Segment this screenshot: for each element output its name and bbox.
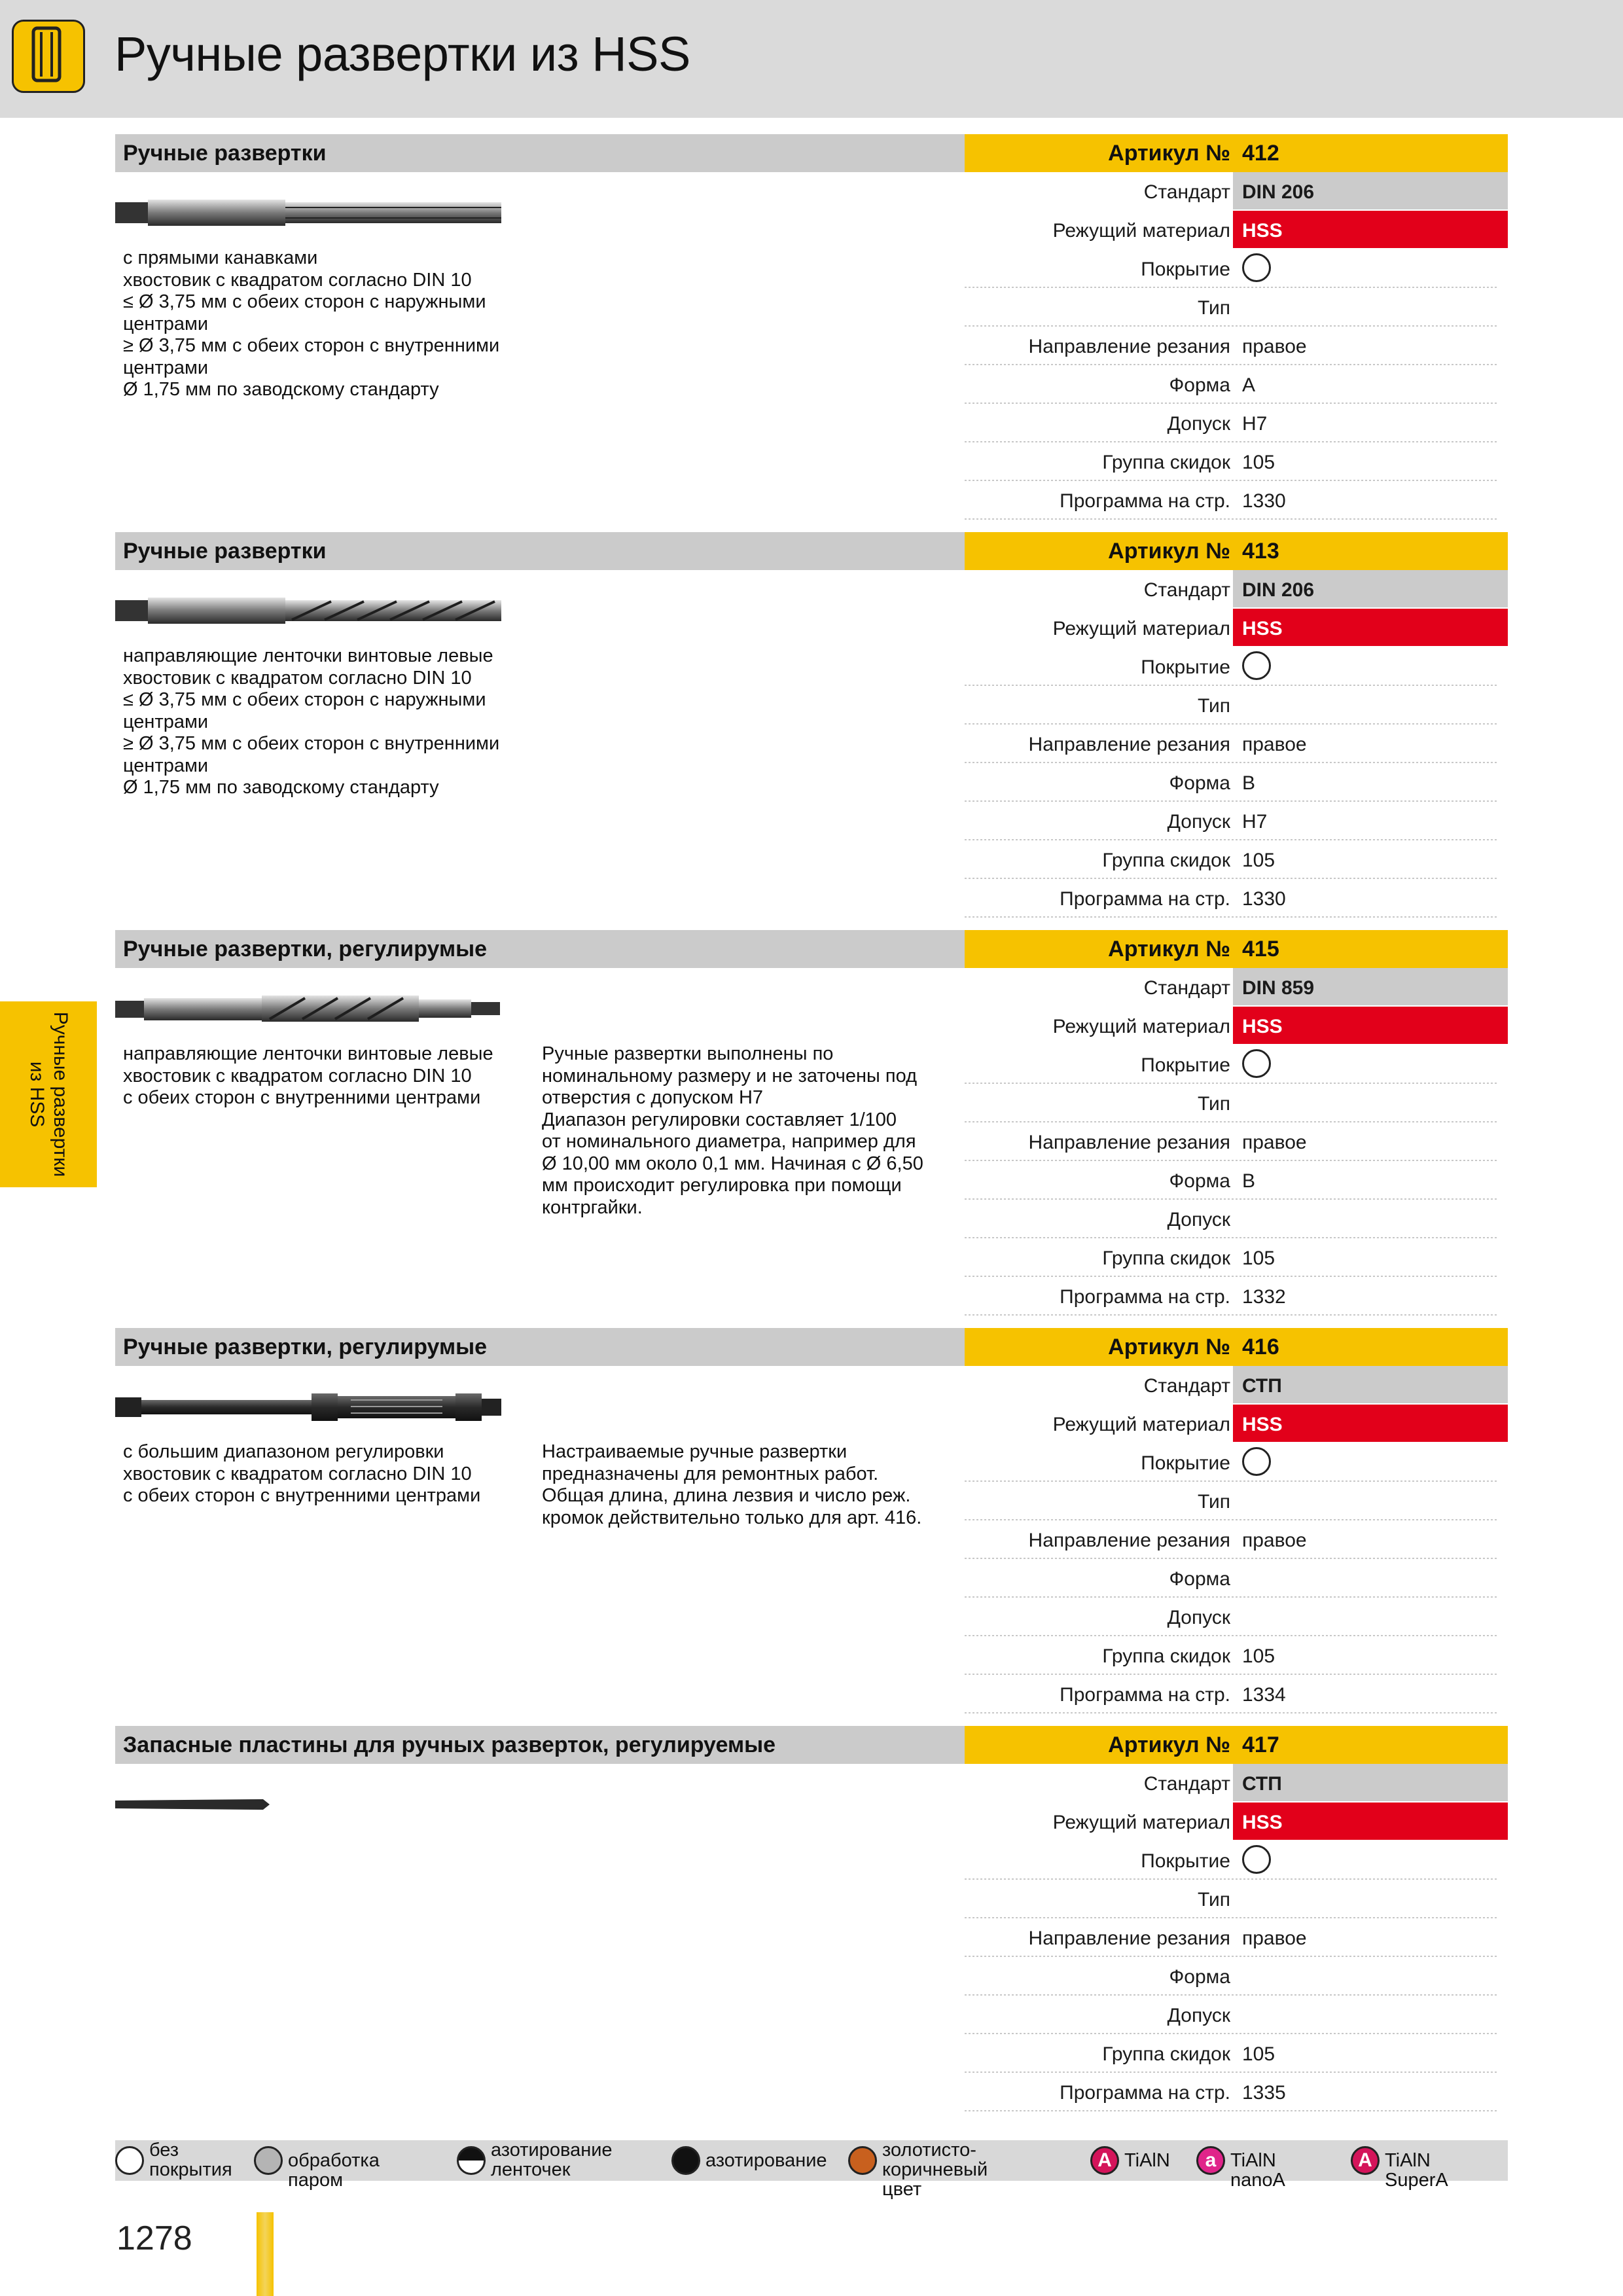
spec-value: H7: [1242, 413, 1268, 435]
standard-value-cell: [1233, 968, 1508, 1005]
spec-row: [965, 686, 1508, 725]
spec-value: 1330: [1242, 490, 1286, 512]
product-description: с прямыми канавками хвостовик с квадратом согласно DIN 10 ≤ Ø 3,75 мм с обеих сторон с наружными центрами ≥ Ø 3,75 мм с обеих сторон с внутренними центрами Ø 1,75 мм по заводскому стандарту: [123, 247, 500, 400]
spec-label: Допуск: [1167, 413, 1230, 435]
spec-label: Стандарт: [1143, 1773, 1230, 1795]
spec-value: HSS: [1242, 220, 1283, 242]
spec-row: [965, 2034, 1508, 2073]
page-title: Ручные развертки из HSS: [115, 27, 690, 81]
article-label: Артикул №: [1108, 937, 1230, 961]
spec-label: Направление резания: [1028, 336, 1230, 357]
material-value-cell: [1233, 1405, 1508, 1442]
spec-value-cell: [1233, 2034, 1508, 2072]
spec-label: Направление резания: [1028, 1928, 1230, 1949]
spec-label: Группа скидок: [1102, 1645, 1230, 1667]
spec-label: Направление резания: [1028, 734, 1230, 755]
spec-value: 1332: [1242, 1286, 1286, 1308]
spec-label: Допуск: [1167, 2005, 1230, 2026]
product-description: направляющие ленточки винтовые левые хвостовик с квадратом согласно DIN 10 с обеих сторон с внутренними центрами: [123, 1043, 493, 1108]
legend-label: золотисто-коричневый цвет: [882, 2140, 988, 2200]
spec-value: HSS: [1242, 618, 1283, 639]
product-description: направляющие ленточки винтовые левые хвостовик с квадратом согласно DIN 10 ≤ Ø 3,75 мм с обеих сторон с наружными центрами ≥ Ø 3,75 мм с обеих сторон с внутренними центрами Ø 1,75 мм по заводскому стандарту: [123, 645, 500, 798]
spec-value: правое: [1242, 1530, 1307, 1551]
tialn-badge-icon: [1090, 2146, 1119, 2175]
spec-row: [965, 249, 1508, 288]
spec-row: [965, 1161, 1508, 1200]
spec-value: B: [1242, 772, 1256, 794]
spec-label: Группа скидок: [1102, 452, 1230, 473]
spec-label: Стандарт: [1143, 977, 1230, 999]
spec-label: Стандарт: [1143, 181, 1230, 203]
spec-value-cell: [1233, 1675, 1508, 1712]
spec-label: Программа на стр.: [1060, 888, 1230, 910]
spec-label: Стандарт: [1143, 579, 1230, 601]
spec-row: [965, 1443, 1508, 1482]
spec-value-cell: [1233, 1277, 1508, 1314]
article-label: Артикул №: [1108, 539, 1230, 564]
spec-label: Тип: [1197, 1093, 1230, 1115]
material-value-cell: [1233, 1007, 1508, 1044]
spec-row: [965, 1636, 1508, 1675]
spec-value: правое: [1242, 1132, 1307, 1153]
spec-value-cell: [1233, 1996, 1508, 2033]
section-title-bar: [115, 1328, 965, 1366]
product-description: с большим диапазоном регулировки хвостовик с квадратом согласно DIN 10 с обеих сторон с внутренними центрами: [123, 1441, 481, 1506]
spec-value-cell: [1233, 1957, 1508, 1994]
uncoated-circle-icon: [1242, 1447, 1271, 1476]
spec-value: 105: [1242, 1247, 1275, 1269]
spec-value-cell: [1233, 288, 1508, 325]
spec-row: [965, 481, 1508, 520]
spec-value-cell: [1233, 879, 1508, 916]
spec-value: HSS: [1242, 1812, 1283, 1833]
spec-value-cell: [1233, 1880, 1508, 1917]
spec-value: H7: [1242, 811, 1268, 833]
spec-label: Допуск: [1167, 1607, 1230, 1628]
section-title: Ручные развертки, регулирумые: [123, 937, 488, 961]
spec-row: [965, 1598, 1508, 1636]
spec-row: [965, 1200, 1508, 1238]
spare-blade-image: [115, 1797, 272, 1812]
article-number: 415: [1242, 937, 1279, 961]
spec-value-cell: [1233, 1559, 1508, 1596]
spec-value-cell: [1233, 1520, 1508, 1558]
spec-row: [965, 1277, 1508, 1316]
spec-label: Тип: [1197, 1889, 1230, 1910]
spec-row: [965, 442, 1508, 481]
article-bar: [965, 1328, 1508, 1366]
spec-label: Форма: [1169, 772, 1230, 794]
spec-value: A: [1242, 374, 1256, 396]
spec-value-cell: [1233, 2073, 1508, 2110]
section-title-bar: [115, 134, 965, 172]
spec-row: [965, 647, 1508, 686]
spec-value-cell: [1233, 1598, 1508, 1635]
product-note: Ручные развертки выполнены по номинальному размеру и не заточены под отверстия с допуском H7 Диапазон регулировки составляет 1/100 от номинального диаметра, например для Ø 10,00 мм около 0,1 мм. Начиная с Ø 6,50 мм происходит регулировка при помощи контргайки.: [542, 1043, 923, 1218]
article-number: 417: [1242, 1732, 1279, 1757]
article-number: 412: [1242, 141, 1279, 166]
spec-value-cell: [1233, 1161, 1508, 1198]
spec-row: [965, 1559, 1508, 1598]
section-title: Ручные развертки, регулирумые: [123, 1335, 488, 1359]
product-section-415: [115, 930, 1508, 1323]
spec-value-cell: [1233, 249, 1508, 287]
spec-value-cell: [1233, 1841, 1508, 1878]
material-value-cell: [1233, 211, 1508, 248]
coating-legend: [115, 2140, 1508, 2200]
tialn-nanoa-badge-icon: [1196, 2146, 1225, 2175]
spec-row: [965, 172, 1508, 211]
nitrided-circle-icon: [671, 2146, 700, 2175]
spec-label: Программа на стр.: [1060, 490, 1230, 512]
spec-value: 1330: [1242, 888, 1286, 910]
spec-row: [965, 327, 1508, 365]
spec-value-cell: [1233, 1482, 1508, 1519]
spec-label: Форма: [1169, 374, 1230, 396]
spec-label: Направление резания: [1028, 1530, 1230, 1551]
spec-value: 105: [1242, 2043, 1275, 2065]
standard-value-cell: [1233, 1764, 1508, 1801]
legend-label: азотирование: [705, 2150, 827, 2171]
spec-row: [965, 211, 1508, 249]
spec-label: Режущий материал: [1052, 1414, 1230, 1435]
spec-value: СТП: [1242, 1773, 1282, 1795]
section-header: [115, 1726, 1508, 1764]
spec-value: DIN 206: [1242, 181, 1315, 203]
spec-value-cell: [1233, 1636, 1508, 1674]
uncoated-circle-icon: [1242, 253, 1271, 282]
section-header: [115, 134, 1508, 172]
spec-row: [965, 1841, 1508, 1880]
spec-value: 105: [1242, 850, 1275, 871]
spec-row: [965, 1957, 1508, 1996]
expanding-reamer-image: [115, 1387, 508, 1426]
spec-label: Группа скидок: [1102, 2043, 1230, 2065]
spec-value: 1334: [1242, 1684, 1286, 1706]
spec-row: [965, 725, 1508, 763]
spec-label: Программа на стр.: [1060, 1684, 1230, 1706]
page-accent-bar: [257, 2212, 274, 2296]
spec-row: [965, 1675, 1508, 1713]
reamer-logo-icon: [12, 20, 85, 93]
spiral-flute-reamer-image: [115, 591, 508, 630]
uncoated-circle-icon: [115, 2146, 144, 2175]
spec-row: [965, 1084, 1508, 1122]
spec-label: Режущий материал: [1052, 220, 1230, 242]
spec-value: СТП: [1242, 1375, 1282, 1397]
spec-value: HSS: [1242, 1016, 1283, 1037]
badge-letter: a: [1205, 2149, 1217, 2171]
spec-value-cell: [1233, 481, 1508, 518]
spec-row: [965, 840, 1508, 879]
tialn-supera-badge-icon: [1351, 2146, 1380, 2175]
steam-treated-circle-icon: [254, 2146, 283, 2175]
spec-value-cell: [1233, 1200, 1508, 1237]
legend-label: TiAlN SuperA: [1385, 2150, 1448, 2191]
legend-label: обработка паром: [288, 2150, 380, 2191]
spec-value: 1335: [1242, 2082, 1286, 2104]
standard-value-cell: [1233, 172, 1508, 209]
section-title: Ручные развертки: [123, 141, 327, 166]
spec-value-cell: [1233, 1084, 1508, 1121]
article-bar: [965, 1726, 1508, 1764]
spec-label: Стандарт: [1143, 1375, 1230, 1397]
product-note: Настраиваемые ручные развертки предназначены для ремонтных работ. Общая длина, длина лезвия и число реж. кромок действительно только для арт. 416.: [542, 1441, 922, 1528]
spec-label: Покрытие: [1141, 656, 1230, 678]
spec-row: [965, 609, 1508, 647]
spec-row: [965, 1803, 1508, 1841]
standard-value-cell: [1233, 570, 1508, 607]
spec-value-cell: [1233, 647, 1508, 685]
article-label: Артикул №: [1108, 1335, 1230, 1359]
spec-row: [965, 288, 1508, 327]
product-section-413: [115, 532, 1508, 925]
spec-row: [965, 763, 1508, 802]
spec-row: [965, 570, 1508, 609]
section-title-bar: [115, 532, 965, 570]
spec-row: [965, 1880, 1508, 1918]
spec-value: HSS: [1242, 1414, 1283, 1435]
article-bar: [965, 930, 1508, 968]
spec-row: [965, 1007, 1508, 1045]
spec-value: DIN 859: [1242, 977, 1315, 999]
spec-label: Программа на стр.: [1060, 2082, 1230, 2104]
section-header: [115, 1328, 1508, 1366]
badge-letter: A: [1358, 2149, 1372, 2171]
spec-value-cell: [1233, 686, 1508, 723]
side-tab-label: Ручные развертки из HSS: [26, 1011, 71, 1177]
product-section-417: [115, 1726, 1508, 2119]
spec-label: Покрытие: [1141, 259, 1230, 280]
section-title: Запасные пластины для ручных разверток, регулируемые: [123, 1732, 776, 1757]
spec-value: 105: [1242, 452, 1275, 473]
spec-value-cell: [1233, 442, 1508, 480]
uncoated-circle-icon: [1242, 1845, 1271, 1874]
adjustable-reamer-image: [115, 989, 508, 1028]
side-tab: [0, 1001, 97, 1187]
row-divider: [965, 1712, 1497, 1713]
spec-value-cell: [1233, 1045, 1508, 1083]
section-title: Ручные развертки: [123, 539, 327, 564]
spec-row: [965, 1996, 1508, 2034]
product-section-416: [115, 1328, 1508, 1721]
row-divider: [965, 2110, 1497, 2111]
section-header: [115, 532, 1508, 570]
spec-row: [965, 365, 1508, 404]
spec-value-cell: [1233, 725, 1508, 762]
uncoated-circle-icon: [1242, 1049, 1271, 1078]
spec-label: Форма: [1169, 1966, 1230, 1988]
spec-value-cell: [1233, 802, 1508, 839]
legend-label: TiAlN: [1124, 2150, 1170, 2171]
article-bar: [965, 532, 1508, 570]
spec-value: правое: [1242, 734, 1307, 755]
material-value-cell: [1233, 1803, 1508, 1840]
legend-label: TiAlN nanoA: [1230, 2150, 1285, 2191]
legend-label: без покрытия: [149, 2140, 232, 2180]
spec-label: Режущий материал: [1052, 1016, 1230, 1037]
legend-label: азотирование ленточек: [491, 2140, 613, 2180]
spec-row: [965, 1045, 1508, 1084]
uncoated-circle-icon: [1242, 651, 1271, 680]
badge-letter: A: [1097, 2149, 1112, 2171]
article-number: 413: [1242, 539, 1279, 564]
spec-row: [965, 1122, 1508, 1161]
article-label: Артикул №: [1108, 1732, 1230, 1757]
spec-label: Группа скидок: [1102, 850, 1230, 871]
spec-row: [965, 879, 1508, 918]
spec-row: [965, 404, 1508, 442]
spec-row: [965, 1520, 1508, 1559]
spec-label: Форма: [1169, 1568, 1230, 1590]
section-header: [115, 930, 1508, 968]
spec-row: [965, 1238, 1508, 1277]
spec-label: Допуск: [1167, 811, 1230, 833]
spec-label: Программа на стр.: [1060, 1286, 1230, 1308]
spec-value-cell: [1233, 1122, 1508, 1160]
spec-row: [965, 2073, 1508, 2111]
spec-value-cell: [1233, 404, 1508, 441]
spec-row: [965, 1405, 1508, 1443]
spec-value-cell: [1233, 1443, 1508, 1480]
spec-value-cell: [1233, 327, 1508, 364]
spec-value-cell: [1233, 1238, 1508, 1276]
spec-row: [965, 968, 1508, 1007]
spec-value: DIN 206: [1242, 579, 1315, 601]
spec-label: Группа скидок: [1102, 1247, 1230, 1269]
article-number: 416: [1242, 1335, 1279, 1359]
spec-value-cell: [1233, 1918, 1508, 1956]
spec-value: B: [1242, 1170, 1256, 1192]
spec-label: Тип: [1197, 695, 1230, 717]
spec-row: [965, 1764, 1508, 1803]
spec-label: Тип: [1197, 1491, 1230, 1513]
article-label: Артикул №: [1108, 141, 1230, 166]
material-value-cell: [1233, 609, 1508, 646]
spec-label: Режущий материал: [1052, 1812, 1230, 1833]
spec-row: [965, 1366, 1508, 1405]
spec-value: 105: [1242, 1645, 1275, 1667]
product-section-412: [115, 134, 1508, 527]
spec-value-cell: [1233, 365, 1508, 403]
spec-label: Режущий материал: [1052, 618, 1230, 639]
section-title-bar: [115, 930, 965, 968]
gold-brown-circle-icon: [848, 2146, 877, 2175]
spec-row: [965, 1918, 1508, 1957]
section-title-bar: [115, 1726, 965, 1764]
spec-label: Направление резания: [1028, 1132, 1230, 1153]
spec-row: [965, 1482, 1508, 1520]
spec-label: Допуск: [1167, 1209, 1230, 1230]
spec-label: Покрытие: [1141, 1850, 1230, 1872]
nitrided-lands-half-circle-icon: [457, 2146, 486, 2175]
spec-value: правое: [1242, 1928, 1307, 1949]
standard-value-cell: [1233, 1366, 1508, 1403]
article-bar: [965, 134, 1508, 172]
spec-row: [965, 802, 1508, 840]
spec-label: Покрытие: [1141, 1452, 1230, 1474]
row-divider: [965, 518, 1497, 520]
row-divider: [965, 1314, 1497, 1316]
straight-flute-reamer-image: [115, 193, 508, 232]
spec-label: Форма: [1169, 1170, 1230, 1192]
spec-label: Тип: [1197, 297, 1230, 319]
spec-value: правое: [1242, 336, 1307, 357]
spec-label: Покрытие: [1141, 1054, 1230, 1076]
page-number: 1278: [116, 2219, 192, 2257]
row-divider: [965, 916, 1497, 918]
spec-value-cell: [1233, 763, 1508, 800]
spec-value-cell: [1233, 840, 1508, 878]
